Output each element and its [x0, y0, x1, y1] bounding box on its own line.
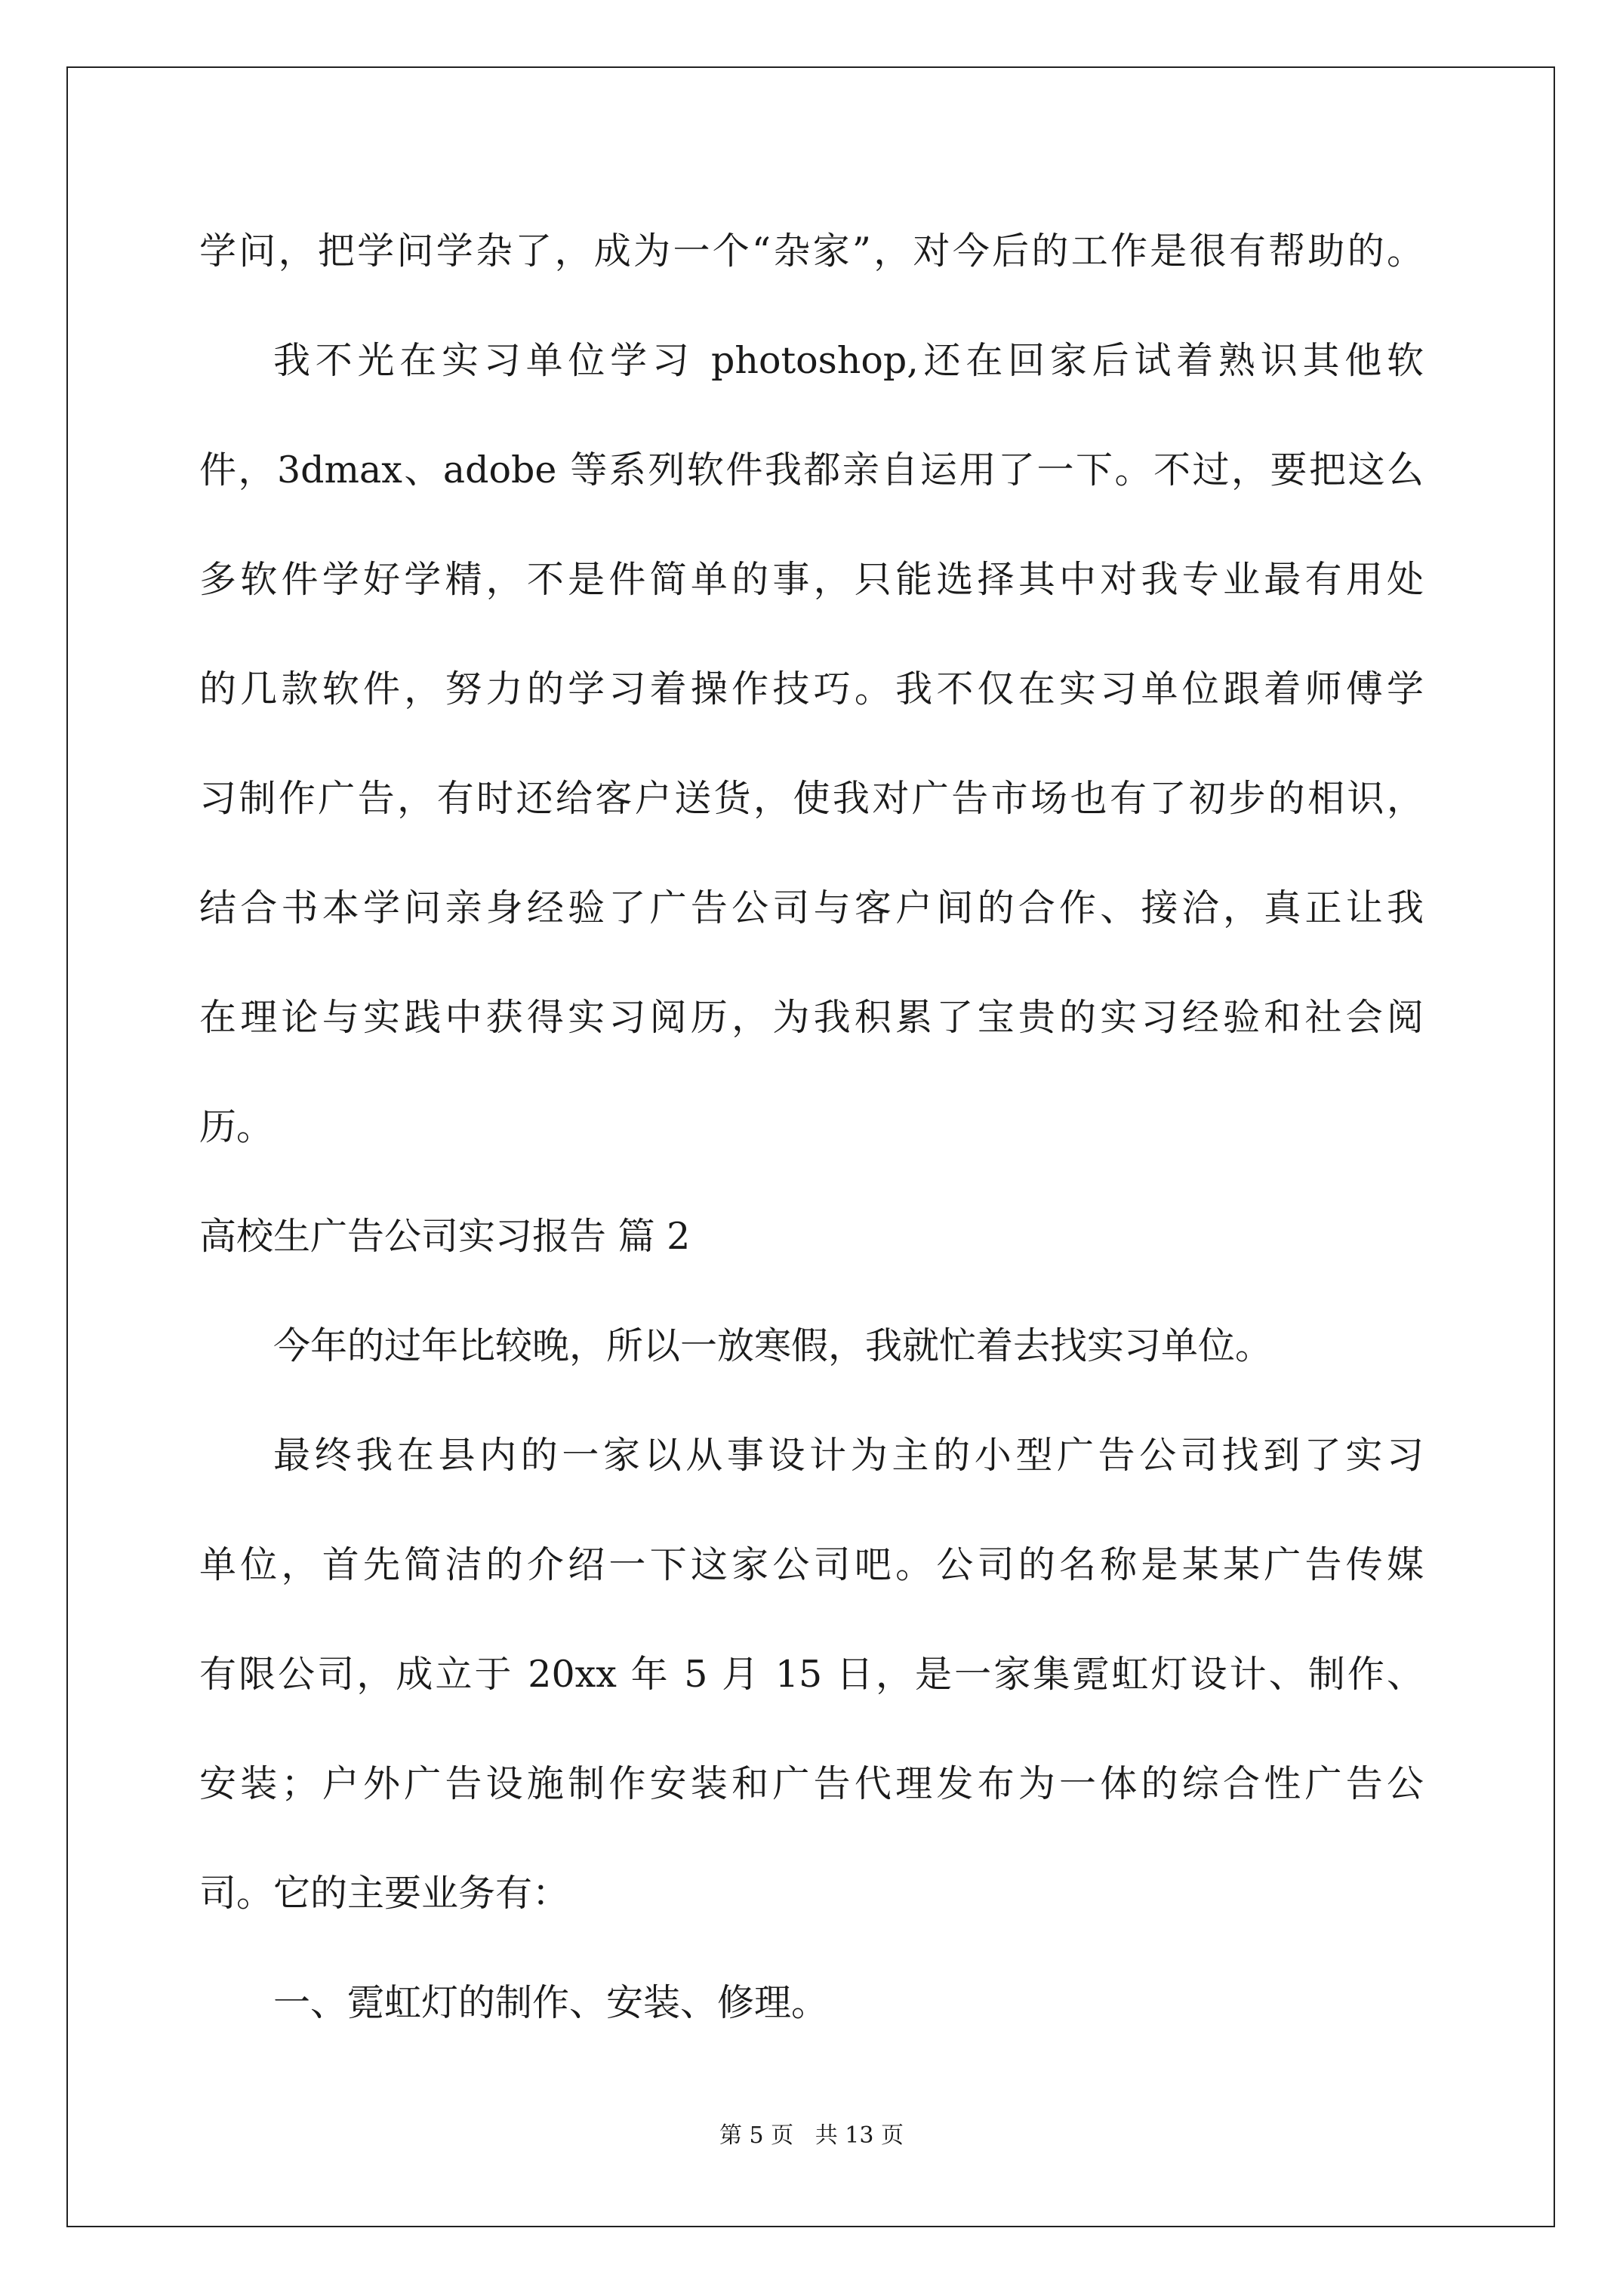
- text-line: 件，3dmax、adobe 等系列软件我都亲自运用了一下。不过，要把这么: [199, 448, 1424, 492]
- text-line: 我不光在实习单位学习 photoshop,还在回家后试着熟识其他软: [273, 339, 1424, 382]
- text-line: 安装；户外广告设施制作安装和广告代理发布为一体的综合性广告公: [199, 1762, 1424, 1805]
- text-line: 结合书本学问亲身经验了广告公司与客户间的合作、接洽，真正让我: [199, 886, 1424, 929]
- text-line: 在理论与实践中获得实习阅历，为我积累了宝贵的实习经验和社会阅: [199, 996, 1424, 1039]
- text-line: 的几款软件，努力的学习着操作技巧。我不仅在实习单位跟着师傅学: [199, 667, 1424, 710]
- page-number: 第 5 页 共 13 页: [719, 2122, 904, 2149]
- text-line: 单位，首先简洁的介绍一下这家公司吧。公司的名称是某某广告传媒: [199, 1543, 1424, 1586]
- text-line: 有限公司，成立于 20xx 年 5 月 15 日，是一家集霓虹灯设计、制作、: [199, 1653, 1424, 1696]
- text-line: 多软件学好学精，不是件简单的事，只能选择其中对我专业最有用处: [199, 558, 1424, 601]
- text-line: 习制作广告，有时还给客户送货，使我对广告市场也有了初步的相识，: [199, 777, 1424, 820]
- text-line: 学问，把学问学杂了，成为一个“杂家”，对今后的工作是很有帮助的。: [199, 230, 1424, 273]
- section-heading: 高校生广告公司实习报告 篇 2: [199, 1215, 691, 1258]
- text-line: 一、霓虹灯的制作、安装、修理。: [273, 1981, 829, 2024]
- text-line: 今年的过年比较晚，所以一放寒假，我就忙着去找实习单位。: [273, 1324, 1273, 1367]
- text-line: 司。它的主要业务有：: [199, 1872, 570, 1915]
- text-line: 最终我在县内的一家以从事设计为主的小型广告公司找到了实习: [273, 1434, 1424, 1477]
- text-line: 历。: [199, 1105, 274, 1148]
